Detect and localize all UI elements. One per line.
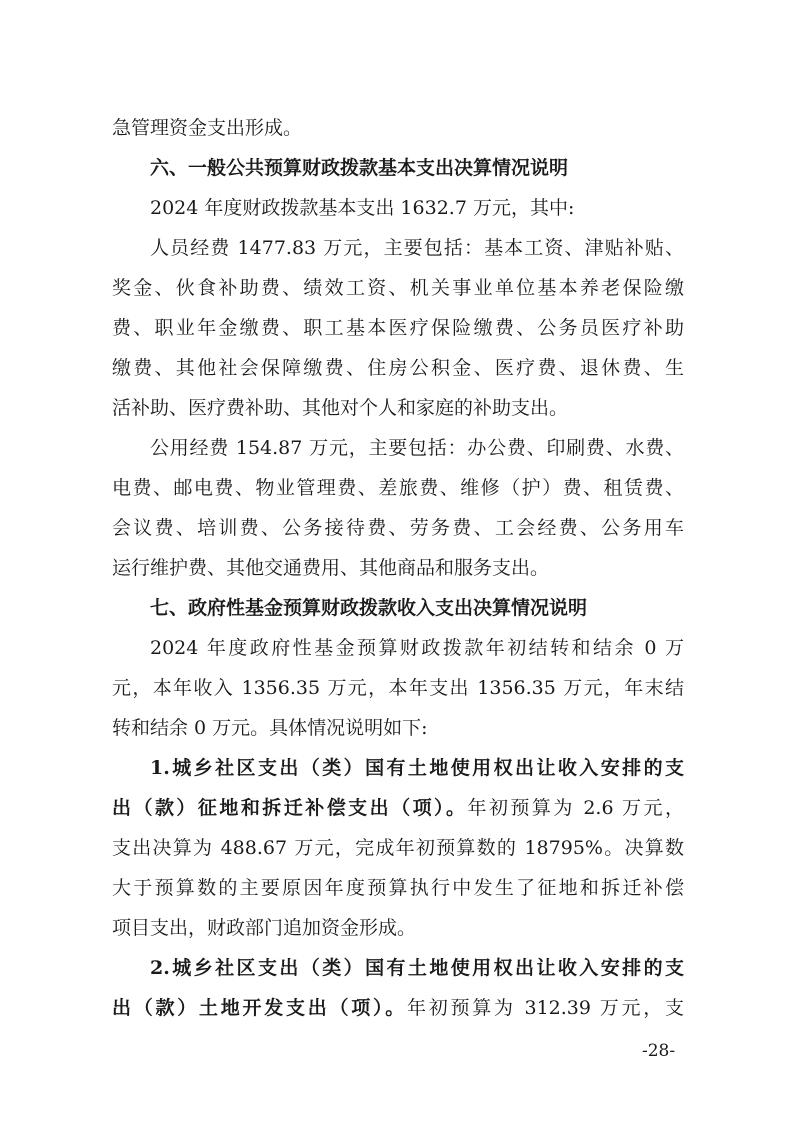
paragraph-text: 年初预算为 2.6 万元， [467,797,684,819]
paragraph-line: 大于预算数的主要原因年度预算执行中发生了征地和拆迁补偿 [112,877,684,899]
paragraph-line: 2024 年度政府性基金预算财政拨款年初结转和结余 0 万 [150,637,684,659]
paragraph-line: 奖金、伙食补助费、绩效工资、机关事业单位基本养老保险缴 [112,277,684,299]
paragraph-line: 2024 年度财政拨款基本支出 1632.7 万元，其中: [150,197,575,219]
paragraph-line: 支出决算为 488.67 万元，完成年初预算数的 18795%。决算数 [112,837,684,859]
paragraph-line [112,996,684,1020]
paragraph-line: 费、职业年金缴费、职工基本医疗保险缴费、公务员医疗补助 [112,317,684,339]
item-heading: 1.城乡社区支出（类）国有土地使用权出让收入安排的支 [150,757,684,779]
paragraph-line: 急管理资金支出形成。 [112,117,303,139]
paragraph-text: 年初预算为 312.39 万元，支 [406,997,684,1019]
item-heading: 2.城乡社区支出（类）国有土地使用权出让收入安排的支 [150,957,684,979]
paragraph-line: 人员经费 1477.83 万元，主要包括：基本工资、津贴补贴、 [150,237,684,259]
paragraph-line: 运行维护费、其他交通费用、其他商品和服务支出。 [112,557,550,579]
item-heading-bold: 出（款）土地开发支出（项）。 [112,997,407,1019]
paragraph-line: 元，本年收入 1356.35 万元，本年支出 1356.35 万元，年末结 [112,677,684,699]
section-heading: 七、政府性基金预算财政拨款收入支出决算情况说明 [150,597,588,619]
section-heading: 六、一般公共预算财政拨款基本支出决算情况说明 [150,157,569,179]
page-number: -28- [642,1041,676,1061]
paragraph-line: 会议费、培训费、公务接待费、劳务费、工会经费、公务用车 [112,517,684,539]
paragraph-line: 活补助、医疗费补助、其他对个人和家庭的补助支出。 [112,397,569,419]
paragraph-line: 公用经费 154.87 万元，主要包括：办公费、印刷费、水费、 [150,437,684,459]
paragraph-line: 缴费、其他社会保障缴费、住房公积金、医疗费、退休费、生 [112,357,684,379]
paragraph-line: 项目支出，财政部门追加资金形成。 [112,917,417,939]
paragraph-line: 转和结余 0 万元。具体情况说明如下: [112,717,428,739]
paragraph-line [112,796,684,820]
item-heading-bold: 出（款）征地和拆迁补偿支出（项）。 [112,797,468,819]
paragraph-line: 电费、邮电费、物业管理费、差旅费、维修（护）费、租赁费、 [112,477,684,499]
